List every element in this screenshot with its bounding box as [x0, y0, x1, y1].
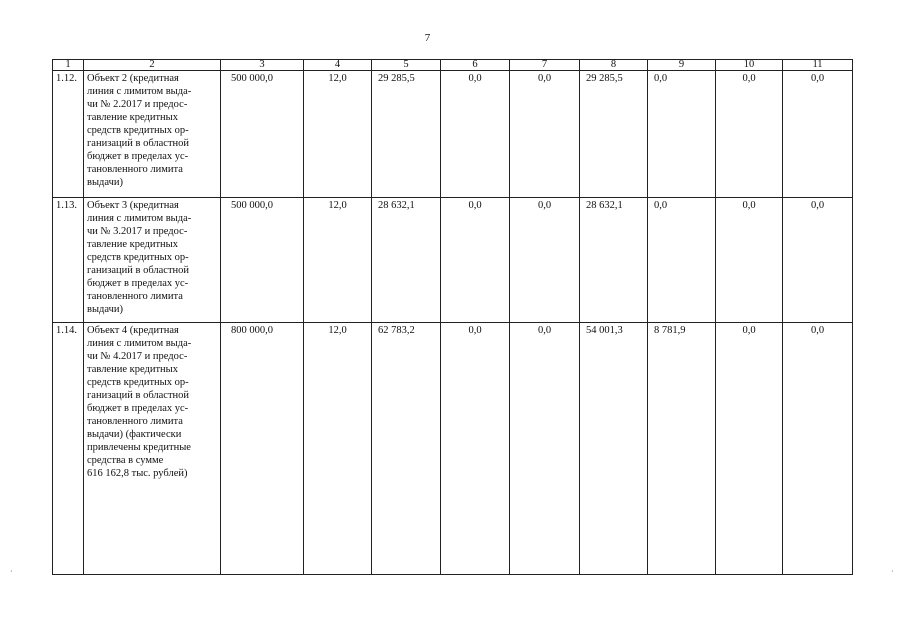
- description-line: выдачи) (фактически: [87, 429, 182, 440]
- row-description: [84, 71, 221, 198]
- cell-col10: 0,0: [716, 198, 783, 323]
- col-header-8: 8: [580, 60, 648, 71]
- table-row: [53, 198, 853, 323]
- row-number: 1.12.: [53, 71, 84, 198]
- table-row: [53, 323, 853, 575]
- cell-col11: 0,0: [783, 71, 853, 198]
- cell-col7: 0,0: [510, 198, 580, 323]
- col-header-9: 9: [648, 60, 716, 71]
- description-line: чи № 3.2017 и предос-: [87, 226, 188, 237]
- cell-col7: 0,0: [510, 71, 580, 198]
- cell-col8: 29 285,5: [580, 71, 648, 198]
- cell-limit: 800 000,0: [221, 323, 304, 575]
- cell-col10: 0,0: [716, 323, 783, 575]
- description-line: бюджет в пределах ус-: [87, 278, 189, 289]
- budget-table: [52, 59, 853, 575]
- col-header-4: 4: [304, 60, 372, 71]
- row-description: [84, 323, 221, 575]
- description-line: чи № 2.2017 и предос-: [87, 99, 188, 110]
- description-line: тавление кредитных: [87, 239, 178, 250]
- cell-col10: 0,0: [716, 71, 783, 198]
- col-header-10: 10: [716, 60, 783, 71]
- description-line: Объект 3 (кредитная: [87, 200, 179, 211]
- cell-rate: 12,0: [304, 71, 372, 198]
- cell-col9: 8 781,9: [648, 323, 716, 575]
- description-line: линия с лимитом выда-: [87, 86, 192, 97]
- col-header-11: 11: [783, 60, 853, 71]
- cell-col8: 28 632,1: [580, 198, 648, 323]
- description-line: 616 162,8 тыс. рублей): [87, 468, 188, 479]
- description-line: ганизаций в областной: [87, 265, 190, 276]
- cell-col8: 54 001,3: [580, 323, 648, 575]
- description-line: Объект 2 (кредитная: [87, 73, 179, 84]
- cell-col9: 0,0: [648, 71, 716, 198]
- cell-col9: 0,0: [648, 198, 716, 323]
- description-line: бюджет в пределах ус-: [87, 403, 189, 414]
- description-line: тавление кредитных: [87, 364, 178, 375]
- col-header-5: 5: [372, 60, 441, 71]
- col-header-7: 7: [510, 60, 580, 71]
- cell-col6: 0,0: [441, 71, 510, 198]
- description-line: привлечены кредитные: [87, 442, 191, 453]
- row-number: 1.14.: [53, 323, 84, 575]
- description-line: ганизаций в областной: [87, 138, 190, 149]
- cell-rate: 12,0: [304, 198, 372, 323]
- description-line: бюджет в пределах ус-: [87, 151, 189, 162]
- description-line: тановленного лимита: [87, 164, 183, 175]
- header-row: [53, 60, 853, 71]
- col-header-1: 1: [53, 60, 84, 71]
- col-header-6: 6: [441, 60, 510, 71]
- description-line: Объект 4 (кредитная: [87, 325, 179, 336]
- description-line: средств кредитных ор-: [87, 377, 189, 388]
- description-line: средств кредитных ор-: [87, 252, 189, 263]
- description-line: средств кредитных ор-: [87, 125, 189, 136]
- cell-col6: 0,0: [441, 323, 510, 575]
- cell-col7: 0,0: [510, 323, 580, 575]
- description-line: тавление кредитных: [87, 112, 178, 123]
- table-row: [53, 71, 853, 198]
- cell-col5: 28 632,1: [372, 198, 441, 323]
- scan-speck-left: ·: [10, 567, 13, 576]
- description-line: линия с лимитом выда-: [87, 338, 192, 349]
- description-line: средства в сумме: [87, 455, 164, 466]
- col-header-3: 3: [221, 60, 304, 71]
- description-line: выдачи): [87, 177, 123, 188]
- cell-col5: 62 783,2: [372, 323, 441, 575]
- description-line: чи № 4.2017 и предос-: [87, 351, 188, 362]
- description-line: тановленного лимита: [87, 291, 183, 302]
- description-line: ганизаций в областной: [87, 390, 190, 401]
- col-header-2: 2: [84, 60, 221, 71]
- page-number: 7: [424, 32, 431, 44]
- cell-limit: 500 000,0: [221, 71, 304, 198]
- cell-col11: 0,0: [783, 198, 853, 323]
- description-line: линия с лимитом выда-: [87, 213, 192, 224]
- scan-speck-right: ·: [891, 567, 894, 576]
- cell-col5: 29 285,5: [372, 71, 441, 198]
- cell-col11: 0,0: [783, 323, 853, 575]
- row-description: [84, 198, 221, 323]
- cell-col6: 0,0: [441, 198, 510, 323]
- cell-rate: 12,0: [304, 323, 372, 575]
- description-line: выдачи): [87, 304, 123, 315]
- cell-limit: 500 000,0: [221, 198, 304, 323]
- description-line: тановленного лимита: [87, 416, 183, 427]
- row-number: 1.13.: [53, 198, 84, 323]
